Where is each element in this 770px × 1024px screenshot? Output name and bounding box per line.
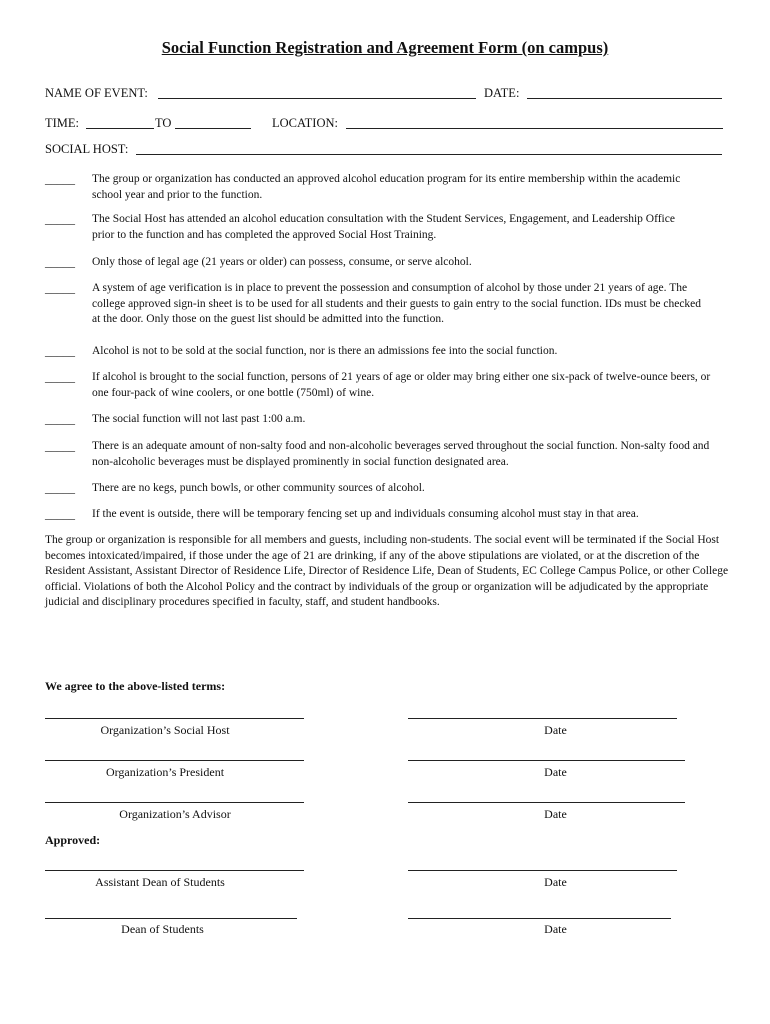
signature-label: Organization’s President	[105, 765, 225, 779]
date-signature-line[interactable]	[408, 908, 671, 919]
signature-line[interactable]	[45, 750, 304, 761]
checklist-item: The group or organization has conducted an approved alcohol education program for its entire membership within the academic school year and prior to the function.	[92, 173, 681, 201]
checklist-initial-blank[interactable]: _____	[45, 255, 75, 269]
checklist-initial-blank[interactable]: _____	[45, 344, 75, 358]
date-label: DATE:	[484, 86, 520, 100]
checklist-item: The Social Host has attended an alcohol education consultation with the Student Services, Engagement, and Leadership Office prior to the function and has completed the approved Social Host Training.	[92, 213, 675, 241]
date-label: Date	[544, 807, 567, 821]
checklist-item: There are no kegs, punch bowls, or other community sources of alcohol.	[92, 482, 425, 494]
name-of-event-label: NAME OF EVENT:	[45, 86, 148, 100]
checklist-initial-blank[interactable]: _____	[45, 212, 75, 226]
social-host-field[interactable]	[136, 144, 722, 155]
checklist-initial-blank[interactable]: _____	[45, 370, 75, 384]
time-label: TIME:	[45, 116, 80, 130]
checklist-initial-blank[interactable]: _____	[45, 439, 75, 453]
location-field[interactable]	[346, 118, 723, 129]
date-label: Date	[544, 922, 567, 936]
approved-heading: Approved:	[45, 833, 101, 847]
checklist-initial-blank[interactable]: _____	[45, 412, 75, 426]
time-start-field[interactable]	[86, 118, 154, 129]
date-field[interactable]	[527, 88, 722, 99]
checklist-initial-blank[interactable]: _____	[45, 172, 75, 186]
date-signature-line[interactable]	[408, 750, 685, 761]
social-host-label: SOCIAL HOST:	[45, 142, 129, 156]
location-label: LOCATION:	[272, 116, 338, 130]
form-title: Social Function Registration and Agreement Form (on campus)	[161, 38, 609, 57]
to-label: TO	[155, 116, 172, 130]
checklist-item: Alcohol is not to be sold at the social function, nor is there an admissions fee into the social function.	[92, 345, 558, 357]
signature-line[interactable]	[45, 708, 304, 719]
signature-line[interactable]	[45, 792, 304, 803]
approval-signature-line[interactable]	[45, 908, 297, 919]
agree-heading: We agree to the above-listed terms:	[45, 679, 226, 693]
approval-label: Dean of Students	[121, 922, 204, 936]
date-label: Date	[544, 723, 567, 737]
date-signature-line[interactable]	[408, 708, 677, 719]
checklist-item: If alcohol is brought to the social function, persons of 21 years of age or older may bring either one six-pack of twelve-ounce beers, or one four-pack of wine coolers, or one bottle (750ml) of wine.	[92, 371, 711, 399]
time-end-field[interactable]	[175, 118, 251, 129]
checklist-initial-blank[interactable]: _____	[45, 281, 75, 295]
checklist-item: Only those of legal age (21 years or older) can possess, consume, or serve alcohol.	[92, 256, 472, 268]
signature-label: Organization’s Advisor	[119, 807, 231, 821]
name-of-event-field[interactable]	[158, 88, 476, 99]
date-signature-line[interactable]	[408, 792, 685, 803]
approval-label: Assistant Dean of Students	[95, 875, 225, 889]
checklist-initial-blank[interactable]: _____	[45, 507, 75, 521]
responsibility-paragraph: The group or organization is responsible for all members and guests, including non-students. The social event will be terminated if the Social Host becomes intoxicated/impaired, if those under the age of 21 are drinking, if any of the above stipulations are violated, or at the discretion of the Resident Assistant, Assistant Director of Residence Life, Director of Residence Life, Dean of Students, EC College Campus Police, or other College official. Violations of both the Alcohol Policy and the contract by individuals of the group or organization will be adjudicated by the appropriate judicial and disciplinary procedures specified in faculty, staff, and student handbooks.	[45, 534, 729, 608]
date-label: Date	[544, 765, 567, 779]
date-signature-line[interactable]	[408, 860, 677, 871]
checklist-item: The social function will not last past 1:00 a.m.	[92, 413, 306, 425]
approval-signature-line[interactable]	[45, 860, 304, 871]
checklist-initial-blank[interactable]: _____	[45, 481, 75, 495]
date-label: Date	[544, 875, 567, 889]
checklist-item: There is an adequate amount of non-salty food and non-alcoholic beverages served throughout the social function. Non-salty food and non-alcoholic beverages must be displayed prominently in social function designated area.	[92, 440, 710, 468]
checklist-item: A system of age verification is in place to prevent the possession and consumption of alcohol by those under 21 years of age. The college approved sign-in sheet is to be used for all students and their guests to gain entry to the social function. IDs must be checked at the door. Only those on the guest list should be admitted into the function.	[92, 282, 702, 325]
checklist-item: If the event is outside, there will be temporary fencing set up and individuals consuming alcohol must stay in that area.	[92, 508, 639, 520]
signature-label: Organization’s Social Host	[100, 723, 230, 737]
